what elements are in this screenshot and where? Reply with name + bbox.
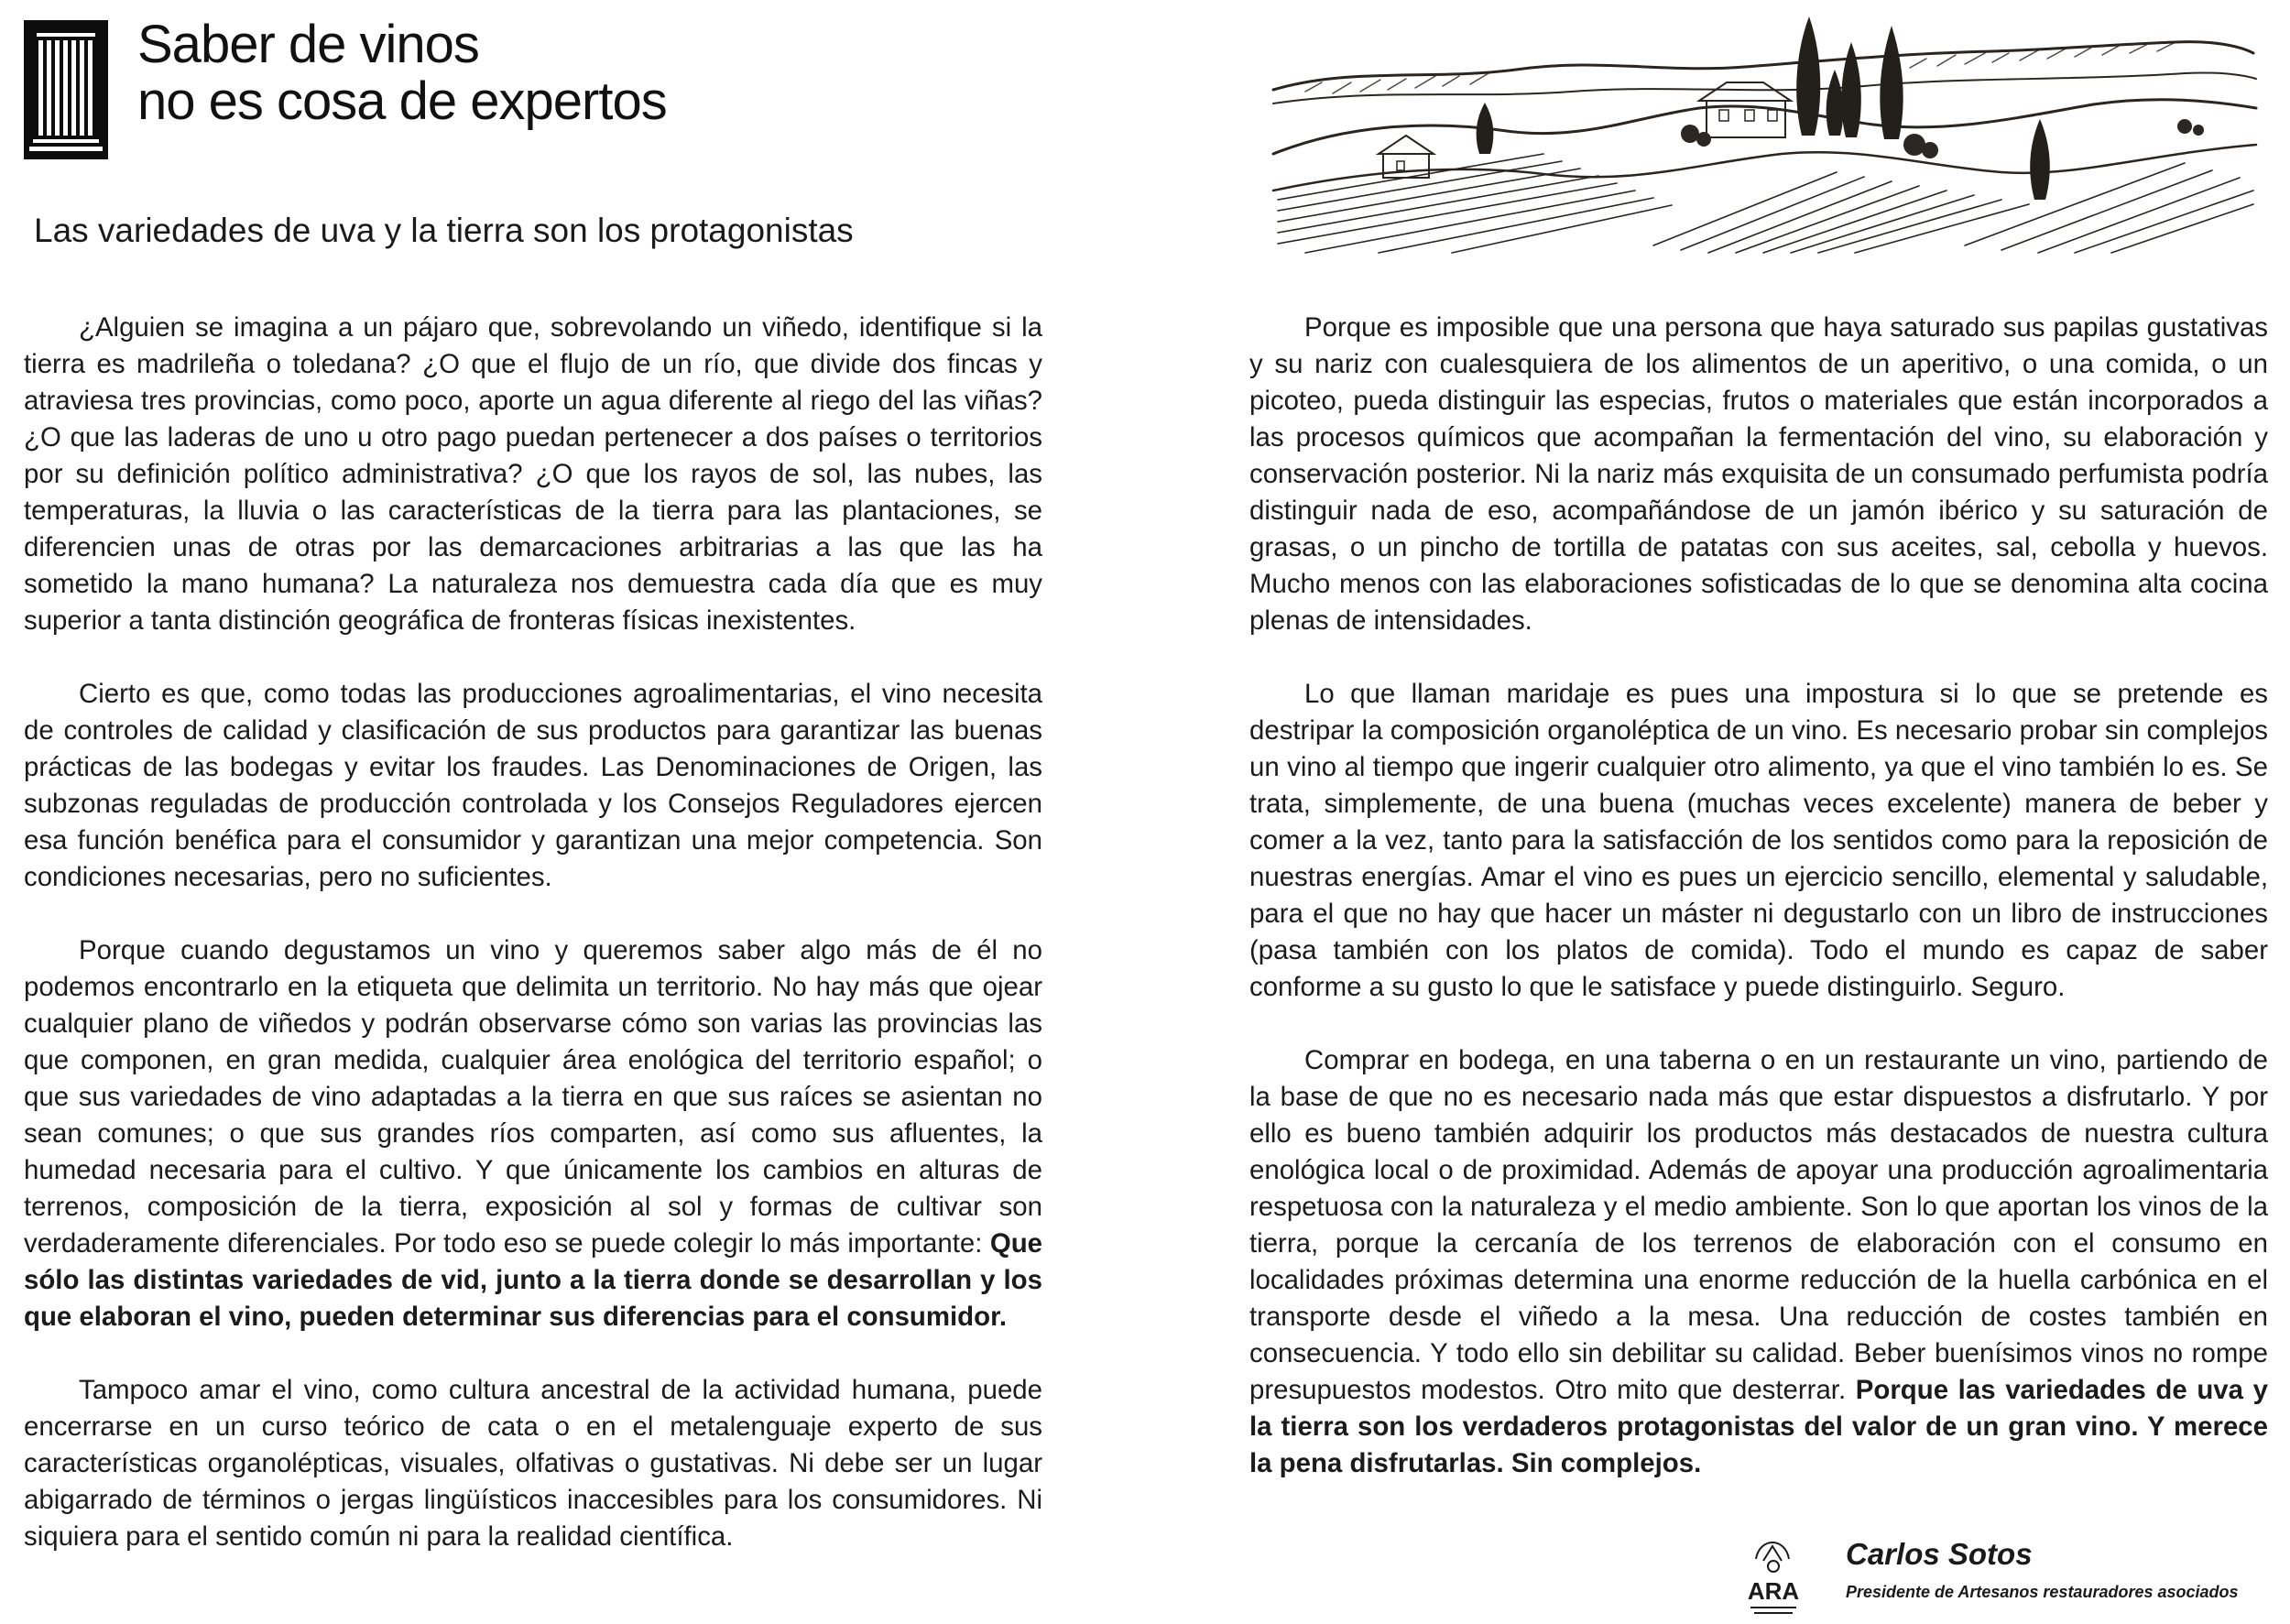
closing-statement: Porque las variedades de uva y la tierra son los verdaderos protagonistas del valor de un gran vino. Y merece la pena disfrutarlas. Sin complejos.: [1249, 1375, 2268, 1478]
paragraph: Lo que llaman maridaje es pues una impostura si lo que se pretende es destripar la composición organoléptica de un vino. Es necesario probar sin complejos un vino al tiempo que ingerir cualquier otro alimento, ya que el vino también lo es. Se trata, simplemente, de una buena (muchas veces excelente) manera de beber y comer a la vez, tanto para la satisfacción de los sentidos como para la reposición de nuestras energías. Amar el vino es pues un ejercicio sencillo, elemental y saludable, para el que no hay que hacer un máster ni degustarlo con un libro de instrucciones (pasa también con los platos de comida). Todo el mundo es capaz de saber conforme a su gusto lo que le satisface y puede distinguirlo. Seguro.: [1249, 679, 2268, 1002]
article-column-right: [1249, 310, 2268, 1482]
vineyard-landscape-illustration: [1269, 16, 2258, 256]
paragraph: Tampoco amar el vino, como cultura ancestral de la actividad humana, puede encerrarse en un curso teórico de cata o en el metalenguaje experto de sus características organolépticas, visuales, olfativas o gustativas. Ni debe ser un lugar abigarrado de términos o jergas lingüísticos inaccesibles para los consumidores. Ni siquiera para el sentido común ni para la realidad científica.: [24, 1375, 1042, 1552]
title-line-2: no es cosa de expertos: [137, 71, 667, 131]
ara-logo-text: ARA: [1747, 1577, 1800, 1605]
paragraph: Comprar en bodega, en una taberna o en un restaurante un vino, partiendo de la base de que no es necesario nada más que estar dispuestos a disfrutarlo. Y por ello es bueno también adquirir los productos más destacados de nuestra cultura enológica local o de proximidad. Además de apoyar una producción agroalimentaria respetuosa con la naturaleza y el medio ambiente. Son lo que aportan los vinos de la tierra, porque la cercanía de los terrenos de elaboración con el consumo en localidades próximas determina una enorme reducción de la huella carbónica en el transporte desde el viñedo a la mesa. Una reducción de costes también en consecuencia. Y todo ello sin debilitar su calidad. Beber buenísimos vinos no rompe presupuestos modestos. Otro mito que desterrar. Porque las variedades de uva y la tierra son los verdaderos protagonistas del valor de un gran vino. Y merece la pena disfrutarlas. Sin complejos.: [1249, 1045, 2268, 1478]
article-column-left: [24, 310, 1042, 1555]
article-subtitle: Las variedades de uva y la tierra son los protagonistas: [34, 212, 854, 249]
article-title: [137, 16, 667, 130]
author-role: Presidente de Artesanos restauradores asociados: [1846, 1583, 2239, 1601]
highlighted-statement: Que sólo las distintas variedades de vid, junto a la tierra donde se desarrollan y los que elaboran el vino, pueden determinar sus diferencias para el consumidor.: [24, 1228, 1042, 1332]
paragraph: Porque cuando degustamos un vino y queremos saber algo más de él no podemos encontrarlo en la etiqueta que delimita un territorio. No hay más que ojear cualquier plano de viñedos y podrán observarse cómo son varias las provincias las que componen, en gran medida, cualquier área enológica del territorio español; o que sus variedades de vino adaptadas a la tierra en que sus raíces se asientan no sean comunes; o que sus grandes ríos comparten, así como sus afluentes, la humedad necesaria para el cultivo. Y que únicamente los cambios en alturas de terrenos, composición de la tierra, exposición al sol y formas de cultivar son verdaderamente diferenciales. Por todo eso se puede colegir lo más importante: Que sólo las distintas variedades de vid, junto a la tierra donde se desarrollan y los que elaboran el vino, pueden determinar sus diferencias para el consumidor.: [24, 935, 1042, 1332]
column-logo-icon: [24, 20, 108, 159]
paragraph: ¿Alguien se imagina a un pájaro que, sobrevolando un viñedo, identifique si la tierra es madrileña o toledana? ¿O que el flujo de un río, que divide dos fincas y atraviesa tres provincias, como poco, aporte un agua diferente al riego del las viñas? ¿O que las laderas de uno u otro pago puedan pertenecer a dos países o territorios por su definición político administrativa? ¿O que los rayos de sol, las nubes, las temperaturas, la lluvia o las características de la tierra para las plantaciones, se diferencien unas de otras por las demarcaciones arbitrarias a las que las ha sometido la mano humana? La naturaleza nos demuestra cada día que es muy superior a tanta distinción geográfica de fronteras físicas inexistentes.: [24, 312, 1042, 636]
author-name: Carlos Sotos: [1846, 1537, 2033, 1571]
title-line-1: Saber de vinos: [137, 15, 479, 74]
ara-logo-icon: [1745, 1539, 1802, 1619]
paragraph: Porque es imposible que una persona que haya saturado sus papilas gustativas y su nariz con cualesquiera de los alimentos de un aperitivo, o una comida, o un picoteo, pueda distinguir las especias, frutos o materiales que están incorporados a las procesos químicos que acompañan la fermentación del vino, su elaboración y conservación posterior. Ni la nariz más exquisita de un consumado perfumista podría distinguir nada de eso, acompañándose de un jamón ibérico y su saturación de grasas, o un pincho de tortilla de patatas con sus aceites, sal, cebolla y huevos. Mucho menos con las elaboraciones sofisticadas de lo que se denomina alta cocina plenas de intensidades.: [1249, 312, 2268, 636]
paragraph: Cierto es que, como todas las producciones agroalimentarias, el vino necesita de controles de calidad y clasificación de sus productos para garantizar las buenas prácticas de las bodegas y evitar los fraudes. Las Denominaciones de Origen, las subzonas reguladas de producción controlada y los Consejos Reguladores ejercen esa función benéfica para el consumidor y garantizan una mejor competencia. Son condiciones necesarias, pero no suficientes.: [24, 679, 1042, 892]
